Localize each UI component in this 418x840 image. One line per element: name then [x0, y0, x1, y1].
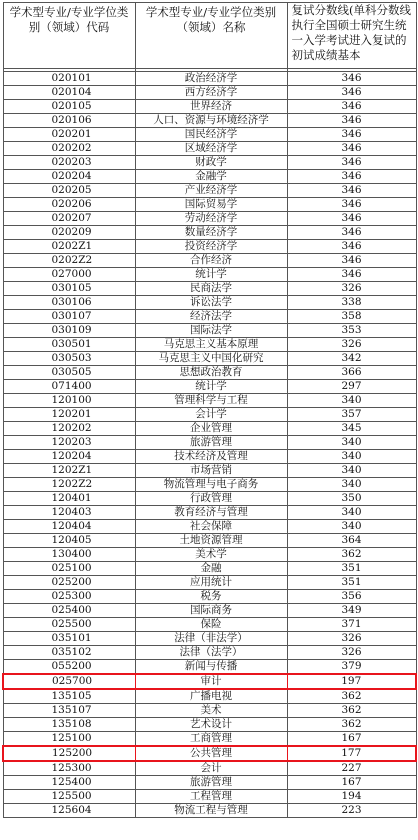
cell-name: 劳动经济学 [135, 212, 287, 226]
cell-code: 020106 [3, 114, 135, 128]
cell-name: 会计学 [135, 408, 287, 422]
table-row [3, 632, 416, 646]
cell-score: 340 [287, 506, 416, 520]
cell-score: 346 [287, 142, 416, 156]
cell-code: 025200 [3, 576, 135, 590]
cell-code: 025400 [3, 604, 135, 618]
cell-code: 130400 [3, 548, 135, 562]
table-row [3, 156, 416, 170]
cell-code: 135105 [3, 689, 135, 704]
cell-name: 国民经济学 [135, 128, 287, 142]
cell-name: 社会保障 [135, 520, 287, 534]
table-row [3, 689, 416, 704]
table-row [3, 576, 416, 590]
table-row [3, 366, 416, 380]
cell-score: 346 [287, 212, 416, 226]
table-row-highlighted [3, 746, 416, 761]
cell-score: 362 [287, 718, 416, 732]
cell-name: 金融 [135, 562, 287, 576]
score-table [2, 2, 417, 818]
cell-score: 371 [287, 618, 416, 632]
cell-name: 数量经济学 [135, 226, 287, 240]
table-row [3, 240, 416, 254]
cell-code: 1202Z2 [3, 478, 135, 492]
cell-name: 技术经济及管理 [135, 450, 287, 464]
table-row [3, 394, 416, 408]
cell-name: 土地资源管理 [135, 534, 287, 548]
cell-name: 诉讼法学 [135, 296, 287, 310]
cell-score: 177 [287, 746, 416, 761]
cell-name: 区域经济学 [135, 142, 287, 156]
table-row [3, 732, 416, 747]
table-row [3, 324, 416, 338]
cell-score: 346 [287, 240, 416, 254]
cell-name: 新闻与传播 [135, 660, 287, 675]
table-row [3, 548, 416, 562]
cell-score: 297 [287, 380, 416, 394]
cell-name: 工商管理 [135, 732, 287, 747]
table-row [3, 310, 416, 324]
table-row [3, 352, 416, 366]
header-name: 学术型专业/专业学位类别（领域）名称 [135, 3, 287, 69]
table-row [3, 198, 416, 212]
cell-score: 340 [287, 394, 416, 408]
cell-code: 030105 [3, 282, 135, 296]
table-row [3, 170, 416, 184]
table-row [3, 562, 416, 576]
cell-code: 030503 [3, 352, 135, 366]
cell-name: 法律（法学） [135, 646, 287, 660]
cell-code: 0202Z1 [3, 240, 135, 254]
table-row [3, 618, 416, 632]
cell-name: 产业经济学 [135, 184, 287, 198]
table-row [3, 718, 416, 732]
cell-name: 统计学 [135, 380, 287, 394]
cell-score: 353 [287, 324, 416, 338]
cell-code: 025500 [3, 618, 135, 632]
cell-score: 364 [287, 534, 416, 548]
table-row [3, 761, 416, 776]
cell-name: 统计学 [135, 268, 287, 282]
cell-name: 公共管理 [135, 746, 287, 761]
cell-score: 362 [287, 548, 416, 562]
header-score: 复试分数线(单科分数线执行全国硕士研究生统一入学考试进入复试的初试成绩基本 [287, 3, 416, 69]
cell-code: 1202Z1 [3, 464, 135, 478]
cell-name: 合作经济 [135, 254, 287, 268]
cell-name: 国际法学 [135, 324, 287, 338]
cell-code: 020201 [3, 128, 135, 142]
cell-code: 030106 [3, 296, 135, 310]
cell-code: 030107 [3, 310, 135, 324]
cell-score: 346 [287, 198, 416, 212]
table-row [3, 114, 416, 128]
table-row [3, 436, 416, 450]
table-row [3, 660, 416, 675]
cell-code: 055200 [3, 660, 135, 675]
cell-name: 工程管理 [135, 790, 287, 804]
table-row [3, 646, 416, 660]
cell-score: 340 [287, 450, 416, 464]
cell-score: 346 [287, 86, 416, 100]
cell-code: 120202 [3, 422, 135, 436]
cell-code: 125300 [3, 761, 135, 776]
cell-name: 市场营销 [135, 464, 287, 478]
table-row [3, 520, 416, 534]
cell-score: 362 [287, 689, 416, 704]
cell-score: 362 [287, 704, 416, 718]
cell-code: 035101 [3, 632, 135, 646]
cell-code: 120405 [3, 534, 135, 548]
cell-code: 020205 [3, 184, 135, 198]
cell-name: 保险 [135, 618, 287, 632]
table-header-row [3, 3, 416, 69]
cell-name: 人口、资源与环境经济学 [135, 114, 287, 128]
cell-score: 342 [287, 352, 416, 366]
cell-code: 030501 [3, 338, 135, 352]
table-row [3, 464, 416, 478]
cell-score: 326 [287, 282, 416, 296]
cell-code: 0202Z2 [3, 254, 135, 268]
cell-name: 物流工程与管理 [135, 804, 287, 818]
table-row [3, 506, 416, 520]
cell-name: 会计 [135, 761, 287, 776]
cell-name: 马克思主义基本原理 [135, 338, 287, 352]
cell-code: 125604 [3, 804, 135, 818]
table-row [3, 142, 416, 156]
cell-code: 125200 [3, 746, 135, 761]
cell-score: 346 [287, 128, 416, 142]
cell-score: 167 [287, 776, 416, 790]
cell-score: 366 [287, 366, 416, 380]
cell-score: 346 [287, 72, 416, 86]
cell-code: 030109 [3, 324, 135, 338]
cell-score: 340 [287, 464, 416, 478]
cell-name: 广播电视 [135, 689, 287, 704]
cell-score: 358 [287, 310, 416, 324]
cell-name: 美术学 [135, 548, 287, 562]
header-code: 学术型专业/专业学位类 别（领域）代码 [3, 3, 135, 69]
cell-code: 125500 [3, 790, 135, 804]
cell-code: 020101 [3, 72, 135, 86]
cell-score: 346 [287, 226, 416, 240]
cell-name: 马克思主义中国化研究 [135, 352, 287, 366]
cell-score: 194 [287, 790, 416, 804]
cell-code: 135107 [3, 704, 135, 718]
cell-code: 025100 [3, 562, 135, 576]
table-row [3, 282, 416, 296]
cell-name: 财政学 [135, 156, 287, 170]
table-row [3, 184, 416, 198]
table-row [3, 776, 416, 790]
table-row [3, 268, 416, 282]
cell-score: 223 [287, 804, 416, 818]
table-row [3, 450, 416, 464]
table-row [3, 704, 416, 718]
cell-score: 197 [287, 674, 416, 689]
cell-name: 国际商务 [135, 604, 287, 618]
cell-score: 346 [287, 114, 416, 128]
cell-code: 071400 [3, 380, 135, 394]
cell-score: 346 [287, 184, 416, 198]
cell-score: 338 [287, 296, 416, 310]
cell-score: 346 [287, 170, 416, 184]
cell-score: 346 [287, 254, 416, 268]
cell-code: 020105 [3, 100, 135, 114]
cell-score: 346 [287, 100, 416, 114]
cell-score: 340 [287, 436, 416, 450]
cell-name: 西方经济学 [135, 86, 287, 100]
cell-code: 025700 [3, 674, 135, 689]
cell-name: 国际贸易学 [135, 198, 287, 212]
cell-score: 345 [287, 422, 416, 436]
cell-name: 教育经济与管理 [135, 506, 287, 520]
cell-name: 旅游管理 [135, 776, 287, 790]
cell-score: 326 [287, 632, 416, 646]
cell-score: 227 [287, 761, 416, 776]
cell-name: 企业管理 [135, 422, 287, 436]
cell-code: 035102 [3, 646, 135, 660]
table-row [3, 478, 416, 492]
cell-code: 120401 [3, 492, 135, 506]
table-row [3, 296, 416, 310]
cell-name: 思想政治教育 [135, 366, 287, 380]
cell-name: 世界经济 [135, 100, 287, 114]
table-row [3, 408, 416, 422]
cell-name: 金融学 [135, 170, 287, 184]
cell-score: 357 [287, 408, 416, 422]
score-table-sheet [2, 2, 415, 818]
cell-code: 120204 [3, 450, 135, 464]
cell-score: 349 [287, 604, 416, 618]
table-row [3, 422, 416, 436]
table-row [3, 790, 416, 804]
cell-score: 356 [287, 590, 416, 604]
cell-code: 020203 [3, 156, 135, 170]
cell-score: 346 [287, 156, 416, 170]
table-row [3, 254, 416, 268]
cell-score: 340 [287, 478, 416, 492]
cell-code: 020206 [3, 198, 135, 212]
table-row-highlighted [3, 674, 416, 689]
table-row [3, 534, 416, 548]
cell-name: 应用统计 [135, 576, 287, 590]
cell-code: 020204 [3, 170, 135, 184]
cell-score: 351 [287, 562, 416, 576]
cell-code: 020202 [3, 142, 135, 156]
cell-code: 020104 [3, 86, 135, 100]
cell-name: 税务 [135, 590, 287, 604]
cell-code: 020207 [3, 212, 135, 226]
cell-score: 346 [287, 268, 416, 282]
table-row [3, 604, 416, 618]
cell-name: 投资经济学 [135, 240, 287, 254]
table-row [3, 226, 416, 240]
cell-score: 350 [287, 492, 416, 506]
cell-name: 经济法学 [135, 310, 287, 324]
table-row [3, 212, 416, 226]
cell-score: 340 [287, 520, 416, 534]
cell-score: 351 [287, 576, 416, 590]
cell-name: 旅游管理 [135, 436, 287, 450]
cell-code: 120201 [3, 408, 135, 422]
cell-name: 政治经济学 [135, 72, 287, 86]
table-row [3, 804, 416, 818]
cell-name: 美术 [135, 704, 287, 718]
table-row [3, 380, 416, 394]
table-row [3, 72, 416, 86]
table-row [3, 100, 416, 114]
table-body [3, 72, 416, 818]
cell-name: 审计 [135, 674, 287, 689]
cell-code: 030505 [3, 366, 135, 380]
cell-name: 物流管理与电子商务 [135, 478, 287, 492]
cell-score: 167 [287, 732, 416, 747]
cell-name: 法律（非法学） [135, 632, 287, 646]
cell-name: 行政管理 [135, 492, 287, 506]
cell-code: 120203 [3, 436, 135, 450]
cell-code: 125100 [3, 732, 135, 747]
cell-code: 025300 [3, 590, 135, 604]
cell-score: 326 [287, 646, 416, 660]
cell-name: 民商法学 [135, 282, 287, 296]
cell-code: 125400 [3, 776, 135, 790]
table-row [3, 86, 416, 100]
cell-score: 326 [287, 338, 416, 352]
cell-score: 379 [287, 660, 416, 675]
table-row [3, 492, 416, 506]
cell-code: 020209 [3, 226, 135, 240]
cell-code: 027000 [3, 268, 135, 282]
cell-code: 135108 [3, 718, 135, 732]
table-row [3, 128, 416, 142]
cell-name: 艺术设计 [135, 718, 287, 732]
cell-code: 120100 [3, 394, 135, 408]
table-row [3, 590, 416, 604]
cell-name: 管理科学与工程 [135, 394, 287, 408]
cell-code: 120403 [3, 506, 135, 520]
table-row [3, 338, 416, 352]
cell-code: 120404 [3, 520, 135, 534]
